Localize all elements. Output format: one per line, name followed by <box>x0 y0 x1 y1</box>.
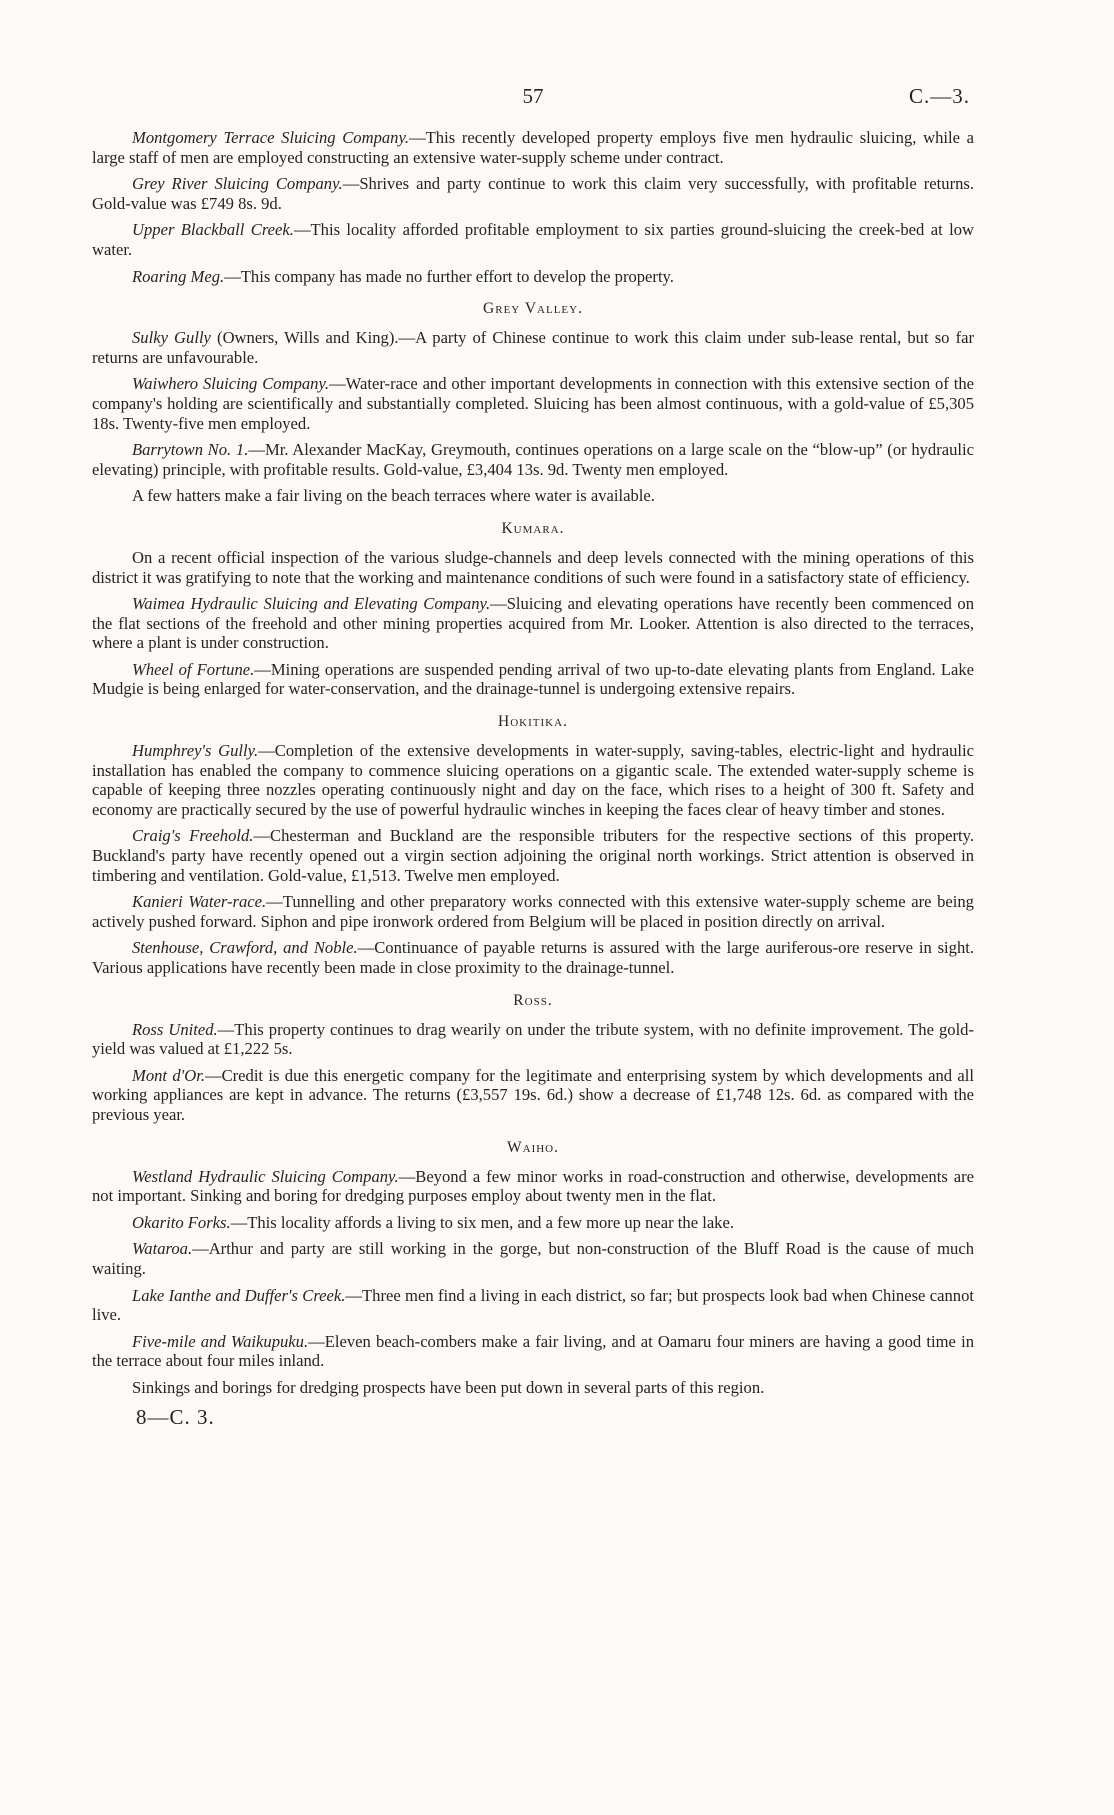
paragraph <box>92 1286 974 1325</box>
paragraph <box>92 892 974 931</box>
document-page <box>92 84 974 1430</box>
paragraph-lead: Wheel of Fortune. <box>132 659 255 679</box>
paragraph <box>92 1378 974 1398</box>
paragraph-text: —Mining operations are suspended pending arrival of two up-to-date elevating plants from England. Lake Mudgie is being enlarged for water-conservation, and the drainage-tunnel is undergoing extensive repairs. <box>92 659 974 699</box>
paragraph-lead: Roaring Meg. <box>132 266 225 286</box>
paragraph-text: —Completion of the extensive developments in water-supply, saving-tables, electric-light and hydraulic installation has enabled the company to commence sluicing operations on a gigantic scale. The extended water-supply scheme is capable of keeping three nozzles operating continuously night and day on the face, which rises to a height of 300 ft. Safety and economy are practically secured by the use of powerful hydraulic winches in keeping the faces clear of heavy timber and stones. <box>92 741 975 819</box>
sheet-signature: 8—C. 3. <box>136 1404 215 1429</box>
paragraph-lead: Mont d'Or. <box>132 1065 205 1085</box>
paragraph <box>92 741 974 819</box>
paragraph-lead: Montgomery Terrace Sluicing Company. <box>132 128 410 147</box>
paragraph <box>92 826 974 885</box>
paragraph-lead: Grey River Sluicing Company. <box>132 174 343 194</box>
paragraph-text: (Owners, Wills and King).—A party of Chinese continue to work this claim under sub-lease rental, but so far returns are unfavourable. <box>92 328 974 367</box>
paragraph-text: —Arthur and party are still working in the gorge, but non-construction of the Bluff Road is the cause of much waiting. <box>92 1239 974 1278</box>
page-number: 57 <box>522 84 544 108</box>
paragraph-text: —Beyond a few minor works in road-construction and otherwise, developments are not important. Sinking and boring for dredging purposes employ about twenty men in the flat. <box>92 1166 974 1206</box>
paragraph <box>92 594 974 653</box>
paragraph-text: —Three men find a living in each district, so far; but prospects look bad when Chinese cannot live. <box>92 1285 974 1325</box>
paragraph-lead: Wataroa. <box>132 1239 193 1259</box>
paragraph-lead: Okarito Forks. <box>132 1212 231 1232</box>
paragraph <box>92 1239 974 1278</box>
paragraph <box>92 128 974 167</box>
paragraph <box>92 1020 974 1059</box>
paragraph-text: —Mr. Alexander MacKay, Greymouth, continues operations on a large scale on the “blow-up” (or hydraulic elevating) principle, with profitable results. Gold-value, £3,404 13s. 9d. Twenty men employed. <box>92 440 975 479</box>
document-reference: C.—3. <box>908 84 970 108</box>
paragraph-lead: Humphrey's Gully. <box>132 741 259 761</box>
paragraph-lead: Ross United. <box>132 1019 218 1039</box>
paragraph-lead: Upper Blackball Creek. <box>132 220 294 240</box>
paragraph <box>92 548 974 587</box>
paragraph-text: —This locality affords a living to six men, and a few more up near the lake. <box>230 1212 734 1232</box>
paragraph-text: —Tunnelling and other preparatory works connected with this extensive water-supply scheme are being actively pushed forward. Siphon and pipe ironwork ordered from Belgium will be placed in position directly on arrival. <box>92 892 974 931</box>
paragraph-text: —Water-race and other important developments in connection with this extensive section of the company's holding are scientifically and substantially completed. Sluicing has been almost continuous, with a gold-value of £5,305 18s. Twenty-five men employed. <box>92 374 975 433</box>
paragraph-text: —This locality afforded profitable employment to six parties ground-sluicing the creek-bed at low water. <box>92 220 974 259</box>
paragraph <box>92 220 974 259</box>
paragraph-text: —Shrives and party continue to work this claim very successfully, with profitable returns. Gold-value was £749 8s. 9d. <box>92 174 975 213</box>
paragraph-lead: Barrytown No. 1. <box>132 440 249 460</box>
paragraph <box>92 1066 974 1125</box>
paragraph-lead: Five-mile and Waikupuku. <box>132 1331 309 1351</box>
paragraph-text: A few hatters make a fair living on the beach terraces where water is available. <box>132 486 655 506</box>
paragraph-lead: Craig's Freehold. <box>132 826 254 846</box>
paragraph-lead: Waiwhero Sluicing Company. <box>132 374 330 394</box>
paragraph-lead: Lake Ianthe and Duffer's Creek. <box>132 1285 346 1305</box>
paragraph-text: —Credit is due this energetic company for the legitimate and enterprising system by which developments and all working appliances are kept in advance. The returns (£3,557 19s. 6d.) show a decrease of £1,748 12s. 6d. as compared with the previous year. <box>92 1065 974 1124</box>
paragraph-lead: Waimea Hydraulic Sluicing and Elevating Company. <box>132 594 491 614</box>
section-heading: Ross. <box>513 991 553 1009</box>
section-heading: Grey Valley. <box>483 300 583 318</box>
paragraph <box>92 486 974 506</box>
paragraph-text: —Chesterman and Buckland are the responsible tributers for the respective sections of this property. Buckland's party have recently opened out a virgin section adjoining the original north workings. Strict attention is observed in timbering and ventilation. Gold-value, £1,513. Twelve men employed. <box>92 826 974 885</box>
paragraph-text: —This company has made no further effort to develop the property. <box>224 266 674 286</box>
paragraph-text: Sinkings and borings for dredging prospects have been put down in several parts of this region. <box>132 1377 765 1397</box>
paragraph-lead: Stenhouse, Crawford, and Noble. <box>132 938 358 958</box>
paragraph-lead: Sulky Gully <box>132 328 211 348</box>
paragraph-text: —This property continues to drag wearily on under the tribute system, with no definite improvement. The gold-yield was valued at £1,222 5s. <box>92 1019 974 1059</box>
paragraph <box>92 1213 974 1233</box>
section-heading: Kumara. <box>501 519 565 537</box>
paragraph-text: On a recent official inspection of the various sludge-channels and deep levels connected with the mining operations of this district it was gratifying to note that the working and maintenance conditions of such were found in a satisfactory state of efficiency. <box>92 547 974 587</box>
paragraph <box>92 938 974 977</box>
section-heading: Hokitika. <box>498 713 568 731</box>
paragraph <box>92 1167 974 1206</box>
paragraph <box>92 660 974 699</box>
paragraph-lead: Kanieri Water-race. <box>132 892 267 912</box>
paragraph <box>92 440 974 479</box>
paragraph <box>92 1332 974 1371</box>
paragraph <box>92 267 974 287</box>
paragraph-text: —Sluicing and elevating operations have recently been commenced on the flat sections of the freehold and other mining properties acquired from Mr. Looker. Attention is also directed to the terraces, where a plant is under construction. <box>92 594 974 653</box>
paragraph-text: —Eleven beach-combers make a fair living, and at Oamaru four miners are having a good time in the terrace about four miles inland. <box>92 1331 975 1371</box>
section-heading: Waiho. <box>507 1138 559 1156</box>
paragraph-lead: Westland Hydraulic Sluicing Company. <box>132 1166 399 1186</box>
page-header <box>92 84 974 128</box>
paragraph <box>92 174 974 213</box>
paragraph <box>92 374 974 433</box>
document-body <box>92 128 974 1398</box>
paragraph <box>92 328 974 367</box>
paragraph-text: —Continuance of payable returns is assured with the large auriferous-ore reserve in sight. Various applications have recently been made in close proximity to the drainage-tunnel. <box>92 938 974 977</box>
paragraph-text: —This recently developed property employs five men hydraulic sluicing, while a large staff of men are employed constructing an extensive water-supply scheme under contract. <box>92 128 974 167</box>
